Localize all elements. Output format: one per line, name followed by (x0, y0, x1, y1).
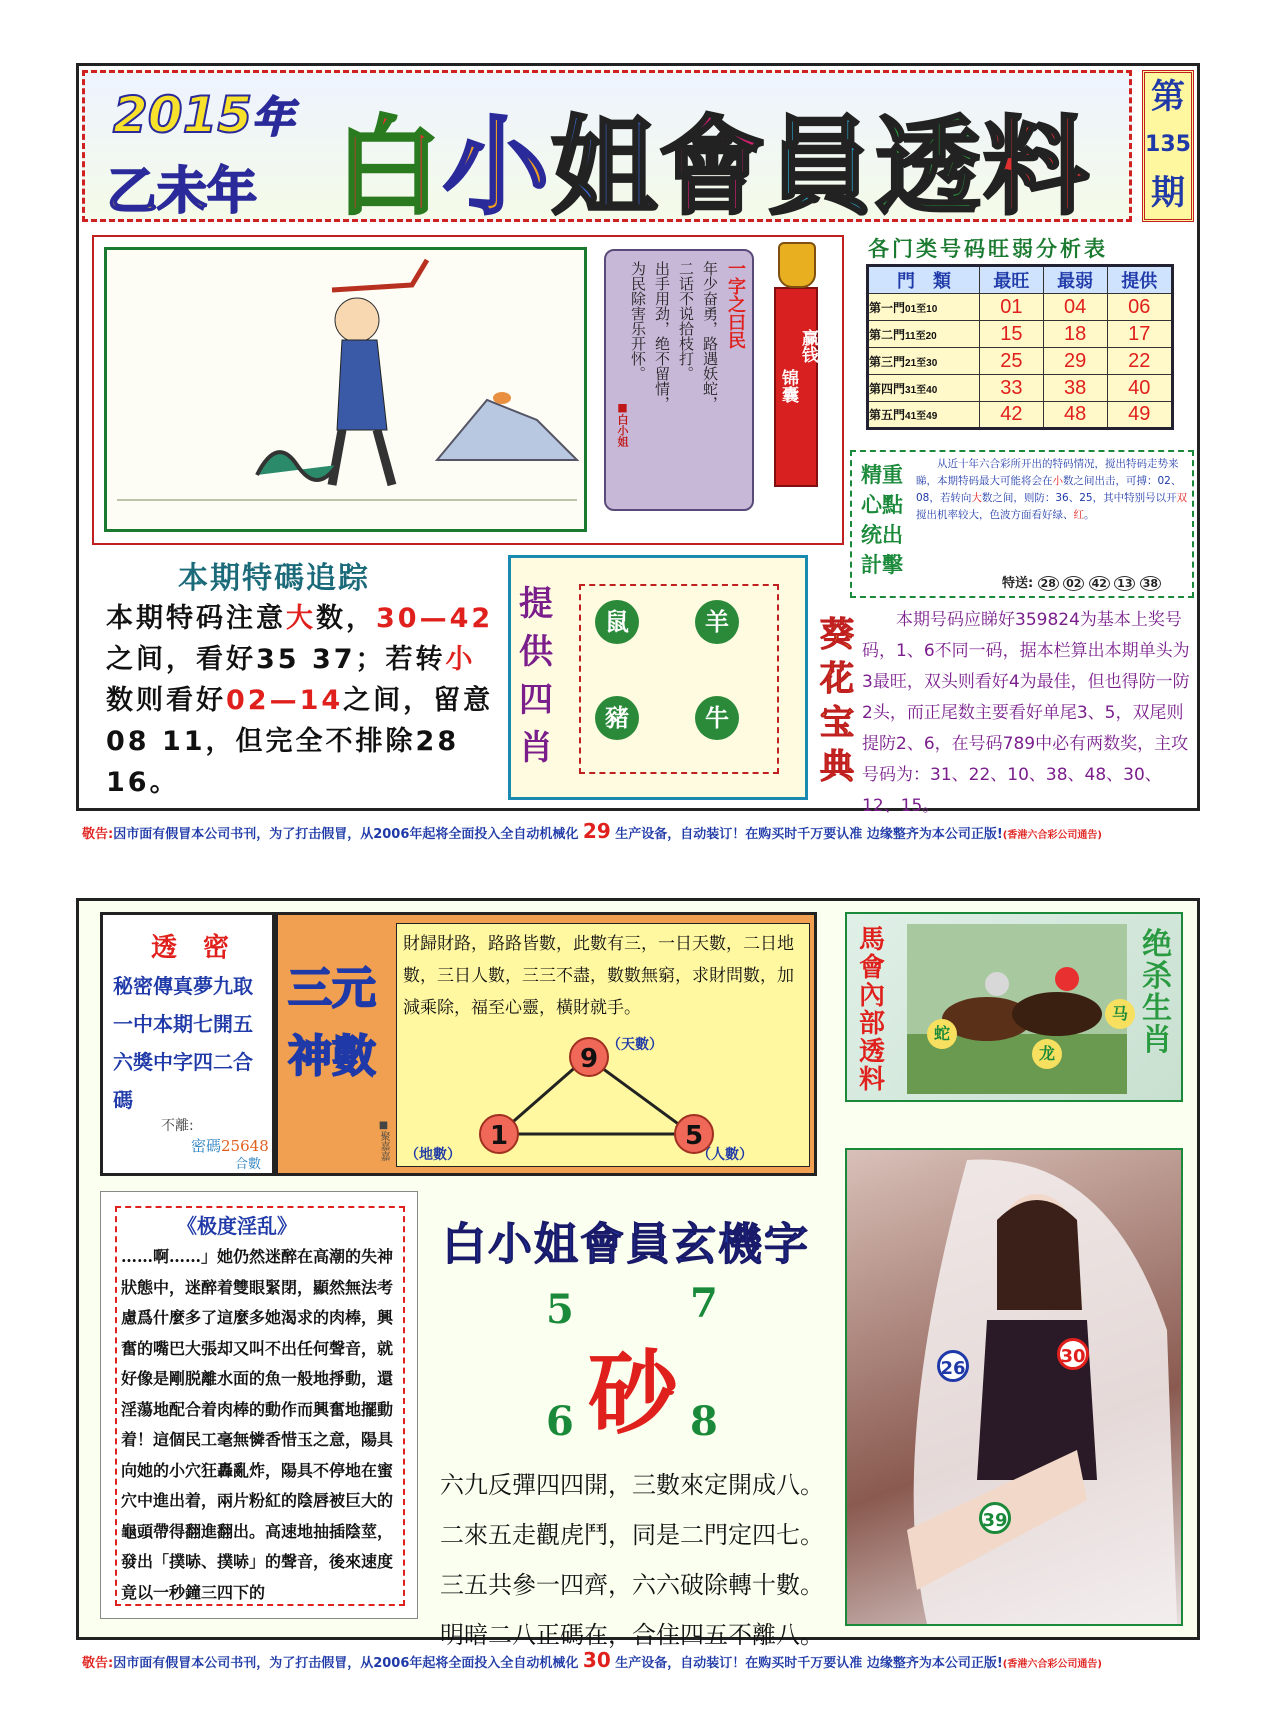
key-points-text: 从近十年六合彩所开出的特码情况，搅出特码走势来睇，本期特码最大可能将会在小数之间出击，可搏：02、08，若转向大数之间，则防：36、25，其中特别号以开双搅出机率较大，色波方面看好绿、红。 (916, 458, 1188, 521)
animal-goat: 羊 (695, 600, 739, 644)
kill-horse: 马 (1105, 999, 1135, 1029)
table-cell-label: 第四門31至40 (868, 375, 980, 402)
animal-rat: 鼠 (595, 600, 639, 644)
analysis-table (866, 264, 1174, 430)
table-cell: 33 (980, 375, 1044, 402)
table-header: 最旺 (980, 266, 1044, 294)
xuanji-num-8: 8 (690, 1398, 718, 1445)
tian-label: （天數） (607, 1037, 663, 1053)
secret-panel (100, 912, 275, 1176)
scroll-poem: 年少奋勇，路遇妖蛇， 二话不说拾枝打。 出手用劲，绝不留情， 为民除害乐开怀。 (629, 261, 719, 411)
animal-grid (579, 584, 779, 774)
table-cell: 06 (1107, 294, 1173, 321)
special-ball: 38 (1140, 576, 1161, 591)
key-points-label: 精重 心點 统出 計擊 (861, 463, 903, 577)
photo-ball: 26 (937, 1350, 969, 1382)
illustration-frame (104, 247, 587, 532)
table-cell-label: 第二門11至20 (868, 321, 980, 348)
table-cell: 38 (1043, 375, 1107, 402)
secret-heshu: 合數 (235, 1157, 262, 1172)
table-title: 各门类号码旺弱分析表 (868, 237, 1108, 261)
model-figure (847, 1150, 1181, 1624)
jinnang-scroll (604, 249, 754, 511)
secret-code: 密碼25648 (191, 1137, 269, 1155)
xuanji-poem: 六九反彈四四開，三數來定開成八。 二來五走觀虎鬥，同是二門定四七。 三五共參一四齊，六六破除轉十數。 明暗二八正碼在，合住四五不離八。 (440, 1471, 824, 1649)
xuanji-title: 白小姐會員玄機字 (442, 1219, 810, 1270)
table-cell: 22 (1107, 348, 1173, 375)
xuanji-num-5: 5 (546, 1286, 574, 1333)
boy-snake-illustration (107, 250, 585, 530)
secret-text: 秘密傳真夢九取 一中本期七開五 六獎中字四二合 碼 (113, 974, 253, 1112)
animal-pig: 豬 (595, 696, 639, 740)
xuanji-char: 砂 (588, 1340, 678, 1446)
table-row (868, 294, 1173, 321)
issue-top: 第 (1151, 77, 1185, 117)
special-ball: 28 (1038, 576, 1059, 591)
four-signs-label: 提供四肖 (519, 584, 553, 768)
ren-ball: 5 (674, 1114, 714, 1154)
special-ball: 13 (1114, 576, 1135, 591)
table-cell: 25 (980, 348, 1044, 375)
issue-number: 135 (1145, 132, 1191, 157)
di-label: （地數） (405, 1147, 461, 1163)
ribbon-text-2: 锦囊 (778, 369, 798, 403)
table-cell: 29 (1043, 348, 1107, 375)
scroll-title: 一字之曰民 (725, 259, 746, 349)
photo-ball: 30 (1057, 1338, 1089, 1370)
horse-racing-photo (907, 924, 1127, 1094)
table-cell: 18 (1043, 321, 1107, 348)
di-ball: 1 (479, 1114, 519, 1154)
ren-label: （人數） (697, 1147, 753, 1163)
table-cell: 17 (1107, 321, 1173, 348)
table-header-row (868, 266, 1173, 294)
model-photo (845, 1148, 1183, 1626)
table-cell: 49 (1107, 402, 1173, 429)
ribbon-text-1: 赢钱 (798, 329, 818, 363)
kill-label: 绝杀生肖 (1142, 927, 1172, 1058)
ganzhi-text: 乙未年 (107, 162, 257, 220)
money-bag-icon (778, 242, 816, 288)
table-row (868, 321, 1173, 348)
issue-bottom: 期 (1151, 173, 1185, 213)
table-cell: 48 (1043, 402, 1107, 429)
animal-ox: 牛 (695, 696, 739, 740)
sanyuan-text: 財歸財路，路路皆數，此數有三，一日天數，二日地數，三日人數，三三不盡，數數無窮，求財問數，加減乘除，福至心靈，橫財就手。 (403, 934, 794, 1018)
title-text: 白小姐會員透料 (335, 106, 1091, 229)
table-cell-label: 第五門41至49 (868, 402, 980, 429)
table-header: 提供 (1107, 266, 1173, 294)
table-cell-label: 第三門21至30 (868, 348, 980, 375)
horse-panel (845, 912, 1183, 1102)
sanyuan-small: ■聚嘉嘉 (378, 1120, 389, 1161)
sanyuan-panel (275, 912, 817, 1176)
table-row (868, 375, 1173, 402)
secret-not-leave: 不離: (161, 1118, 194, 1134)
table-cell: 15 (980, 321, 1044, 348)
tian-ball: 9 (569, 1037, 609, 1077)
issue-box (1142, 70, 1194, 222)
four-signs-panel (508, 555, 808, 800)
photo-ball: 39 (979, 1502, 1011, 1534)
sunflower-label: 葵花宝典 (820, 615, 854, 787)
scroll-author: ■白小姐 (616, 401, 629, 447)
year-text: 2015年 (113, 86, 295, 144)
horse-title: 馬會內部透料 (859, 925, 886, 1095)
secret-title: 透 密 (151, 933, 230, 963)
story-text: ……啊……」她仍然迷醉在高潮的失神狀態中，迷醉着雙眼緊閉，顯然無法考慮爲什麼多了這麼多她渴求的肉棒，興奮的嘴巴大張却又叫不出任何聲音，就好像是剛脱離水面的魚一般地掙動，還淫蕩地配合着肉棒的動作而興奮地擺動着！這個民工毫無憐香惜玉之意，陽具向她的小穴狂轟亂炸，陽具不停地在蜜穴中進出着，兩片粉紅的陰唇被巨大的龜頭帶得翻進翻出。高速地抽插陰莖，發出「撲哧、撲哧」的聲音，後來速度竟以一秒鐘三四下的 (121, 1247, 394, 1602)
table-header: 門 類 (868, 266, 980, 294)
special-ball: 02 (1063, 576, 1084, 591)
story-inner (115, 1206, 405, 1606)
sunflower-text: 本期号码应睇好359824为基本上奖号码，1、6不同一码，据本栏算出本期单头为3最旺，双头则看好4为最佳，但也得防一防2头，而正尾数主要看好单尾3、5，双尾则提防2、6，在号码789中必有两数奖，主攻号码为：31、22、10、38、48、30、12、15。 (862, 610, 1190, 816)
table-cell-label: 第一門01至10 (868, 294, 980, 321)
header-banner (82, 70, 1132, 229)
table-cell: 04 (1043, 294, 1107, 321)
table-cell: 40 (1107, 375, 1173, 402)
xuanji-num-6: 6 (546, 1398, 574, 1445)
jinnang-panel (92, 235, 844, 545)
table-row (868, 348, 1173, 375)
table-row (868, 402, 1173, 429)
notice-bottom: 敬告:因市面有假冒本公司书刊，为了打击假冒，从2006年起将全面投入全自动机械化 30 生产设备，自动装订！在购买时千万要认准 边缘整齐为本公司正版!(香港六合彩公司通告) (82, 1648, 1102, 1672)
key-points-box (850, 450, 1194, 598)
sanyuan-label: 三元 神數 (288, 963, 376, 1082)
story-title: 《极度淫乱》 (177, 1214, 297, 1238)
table-header: 最弱 (1043, 266, 1107, 294)
table-cell: 42 (980, 402, 1044, 429)
special-send: 特送: 28 02 42 13 38 (1002, 572, 1161, 591)
tracking-text: 本期特码注意大数，30—42之间，看好35 37；若转小数则看好02—14之间，留意08 11，但完全不排除28 16。 (106, 603, 494, 798)
kill-snake: 蛇 (927, 1019, 957, 1049)
special-ball: 42 (1089, 576, 1110, 591)
tracking-title: 本期特碼追踪 (178, 561, 370, 596)
jinnang-ribbon (774, 287, 818, 487)
notice-top: 敬告:因市面有假冒本公司书刊，为了打击假冒，从2006年起将全面投入全自动机械化 29 生产设备，自动装订！在购买时千万要认准 边缘整齐为本公司正版!(香港六合彩公司通告) (82, 819, 1102, 843)
xuanji-num-7: 7 (690, 1280, 718, 1327)
story-panel (100, 1191, 418, 1619)
sanyuan-inner (396, 923, 810, 1167)
table-cell: 01 (980, 294, 1044, 321)
kill-dragon: 龙 (1032, 1039, 1062, 1069)
